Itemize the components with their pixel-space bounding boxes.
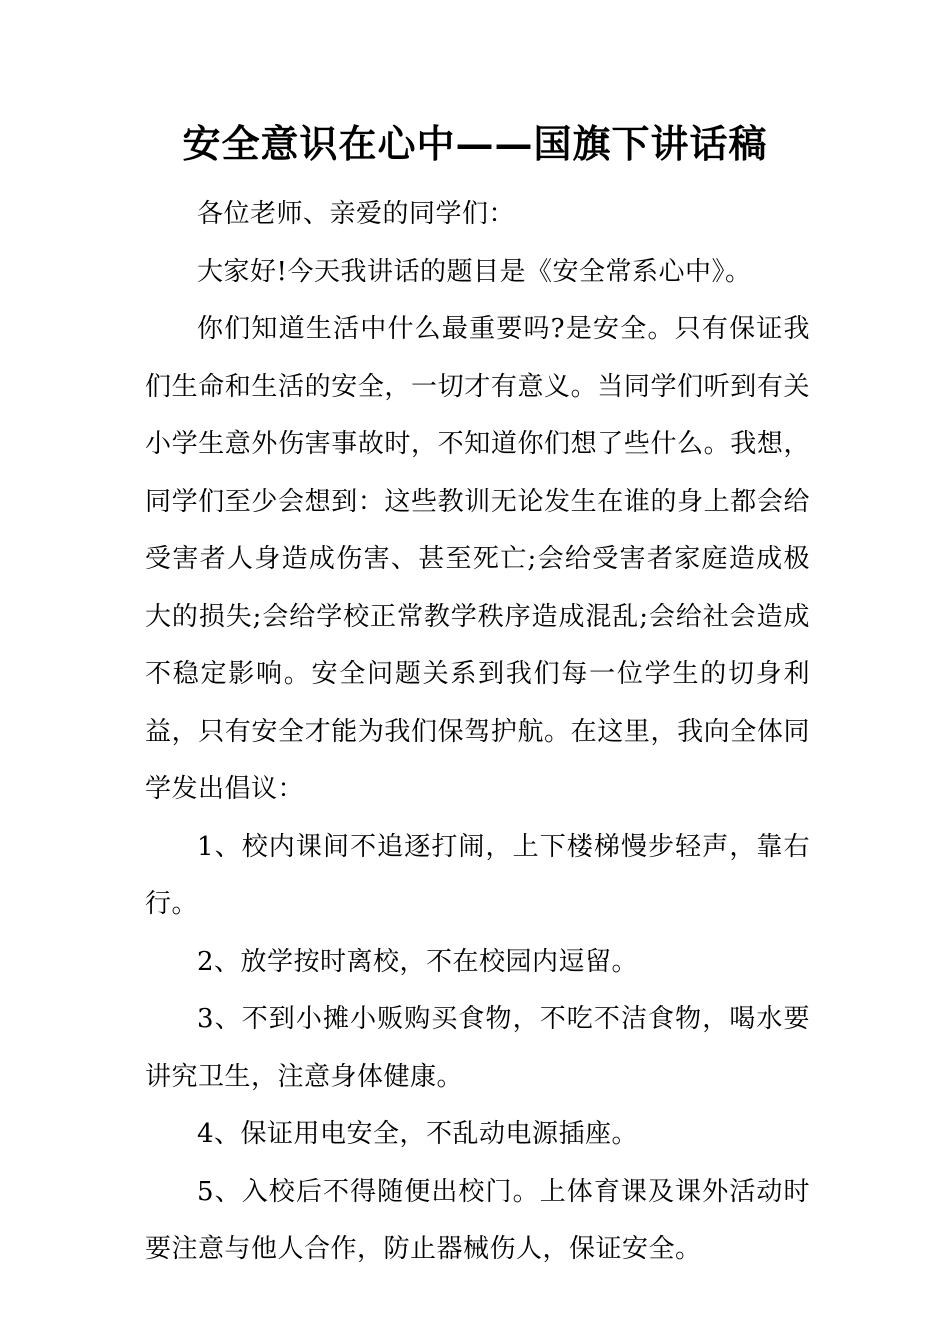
greeting-paragraph: 大家好!今天我讲话的题目是《安全常系心中》。 [197, 256, 752, 287]
proposal-item-1: 1、校内课间不追逐打闹，上下楼梯慢步轻声，靠右行。 [145, 831, 810, 919]
proposal-item-5: 5、入校后不得随便出校门。上体育课及课外活动时要注意与他人合作，防止器械伤人，保证安全。 [145, 1176, 810, 1264]
proposal-item-3: 3、不到小摊小贩购买食物，不吃不洁食物，喝水要讲究卫生，注意身体健康。 [145, 1004, 810, 1092]
proposal-item-4: 4、保证用电安全，不乱动电源插座。 [197, 1119, 639, 1149]
document-body [145, 186, 810, 1279]
document-title: 安全意识在心中——国旗下讲话稿 [182, 121, 768, 166]
main-paragraph: 你们知道生活中什么最重要吗?是安全。只有保证我们生命和生活的安全，一切才有意义。当同学们听到有关小学生意外伤害事故时，不知道你们想了些什么。我想，同学们至少会想到：这些教训无论发生在谁的身上都会给受害者人身造成伤害、甚至死亡;会给受害者家庭造成极大的损失;会给学校正常教学秩序造成混乱;会给社会造成不稳定影响。安全问题关系到我们每一位学生的切身利益，只有安全才能为我们保驾护航。在这里，我向全体同学发出倡议： [145, 314, 810, 804]
salutation-paragraph: 各位老师、亲爱的同学们： [197, 199, 516, 229]
proposal-item-2: 2、放学按时离校，不在校园内逗留。 [197, 946, 639, 977]
